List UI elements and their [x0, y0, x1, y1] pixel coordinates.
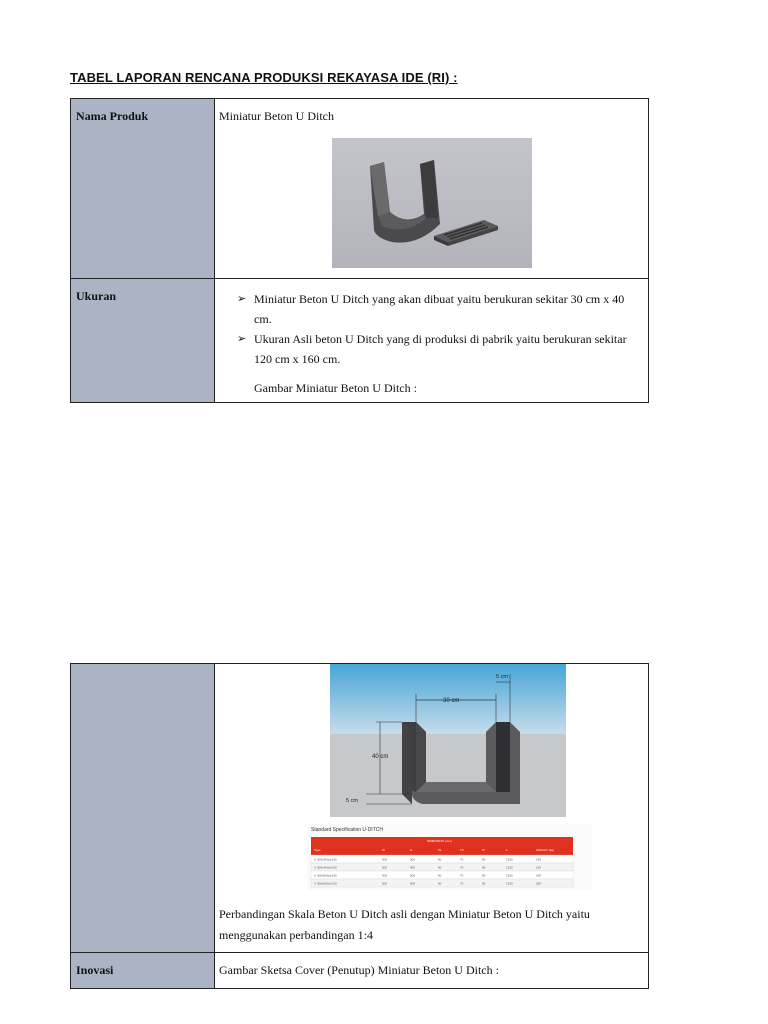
spec-table-cell: U 300x500x1200 [314, 873, 337, 878]
label-cell [71, 279, 215, 403]
spec-table-cell: 500 [410, 873, 416, 878]
document-title: TABEL LAPORAN RENCANA PRODUKSI REKAYASA IDE (RI) : [70, 70, 458, 85]
spec-table-cell: 300 [410, 857, 416, 862]
spec-table-cell: 300 [382, 865, 388, 870]
innovation-value: Gambar Sketsa Cover (Penutup) Miniatur Beton U Ditch : [219, 963, 499, 977]
label-cell [71, 99, 215, 279]
row-label-size: Ukuran [76, 289, 117, 303]
u-ditch-dimension-diagram [330, 664, 566, 817]
product-name-value: Miniatur Beton U Ditch [219, 109, 334, 123]
dim-height-label: 40 cm [372, 754, 389, 760]
spec-table-cell: 60 [438, 873, 442, 878]
row-label-innovation: Inovasi [76, 963, 114, 977]
value-cell [215, 664, 649, 953]
production-table-2 [70, 663, 649, 989]
spec-table-row [311, 855, 573, 863]
u-ditch-product-image [332, 138, 532, 268]
production-table-1 [70, 98, 649, 403]
size-bullet-text: Miniatur Beton U Ditch yang akan dibuat yaitu berukuran sekitar 30 cm x 40 cm. [254, 292, 625, 326]
spec-table-cell: 70 [460, 881, 464, 886]
value-cell [215, 99, 649, 279]
scale-comparison-caption: Perbandingan Skala Beton U Ditch asli dengan Miniatur Beton U Ditch yaitu menggunakan perbandingan 1:4 [219, 907, 590, 942]
spec-header-cell: Type [314, 848, 321, 852]
size-bullet [237, 289, 644, 329]
spec-table-cell: 70 [460, 865, 464, 870]
spec-table-cell: 200 [536, 873, 542, 878]
spec-table-title: Standard Specification U-DITCH [311, 827, 383, 833]
spec-header-cell: L [506, 848, 508, 852]
size-bullet-text: Ukuran Asli beton U Ditch yang di produksi di pabrik yaitu berukuran sekitar 120 cm x 160 cm. [254, 332, 627, 366]
spec-table-cell: 140 [536, 857, 542, 862]
spec-header-cell: W [382, 848, 385, 852]
spec-group-header: DIMENSION (mm) [427, 839, 452, 843]
image-note: Gambar Miniatur Beton U Ditch : [254, 381, 417, 395]
label-cell-empty [71, 664, 215, 953]
spec-table-cell: U 300x600x1200 [314, 881, 337, 886]
dim-wall-label: 5 cm [496, 674, 508, 680]
spec-header-cell: Ta [438, 848, 442, 852]
size-bullet [237, 329, 644, 369]
spec-table-cell: 80 [482, 865, 486, 870]
spec-table-cell: 1200 [506, 873, 513, 878]
spec-table-cell: 600 [410, 881, 416, 886]
spec-table-cell: 1200 [506, 881, 513, 886]
spec-table-cell: 60 [438, 857, 442, 862]
spec-table-cell: 1200 [506, 857, 513, 862]
spec-table-cell: 70 [460, 873, 464, 878]
spec-table-cell: 80 [482, 873, 486, 878]
spec-table-cell: 80 [482, 881, 486, 886]
spec-table-cell: 250 [536, 881, 542, 886]
spec-table-cell: 300 [382, 881, 388, 886]
value-cell [215, 279, 649, 403]
spec-table-cell: U 300x300x1200 [314, 857, 337, 862]
row-label-product-name: Nama Produk [76, 109, 149, 123]
spec-table-cell: U 300x400x1200 [314, 865, 337, 870]
size-bullet-list [215, 279, 648, 369]
spec-header-cell: H [410, 848, 413, 852]
dim-base-label: 5 cm [346, 798, 358, 804]
spec-table-row [311, 863, 573, 871]
spec-table-cell: 300 [382, 873, 388, 878]
spec-table-cell: 80 [482, 857, 486, 862]
spec-table-image [307, 824, 592, 890]
spec-table-cell: 1200 [506, 865, 513, 870]
spec-table-cell: 60 [438, 865, 442, 870]
spec-header-cell: Tc [482, 848, 485, 852]
spec-table-row [311, 879, 573, 887]
spec-table-row [311, 871, 573, 879]
arrow-bullet-icon: ➢ [237, 293, 247, 305]
label-cell [71, 953, 215, 989]
spec-table-cell: 400 [410, 865, 416, 870]
arrow-bullet-icon: ➢ [237, 333, 247, 345]
dim-width-label: 30 cm [443, 698, 460, 704]
spec-header-cell: Tb [460, 848, 464, 852]
spec-table-cell: 160 [536, 865, 542, 870]
spec-table-cell: 300 [382, 857, 388, 862]
spec-header-cell: WEIGHT (kg) [536, 848, 554, 852]
value-cell [215, 953, 649, 989]
spec-table-cell: 60 [438, 881, 442, 886]
spec-table-cell: 70 [460, 857, 464, 862]
